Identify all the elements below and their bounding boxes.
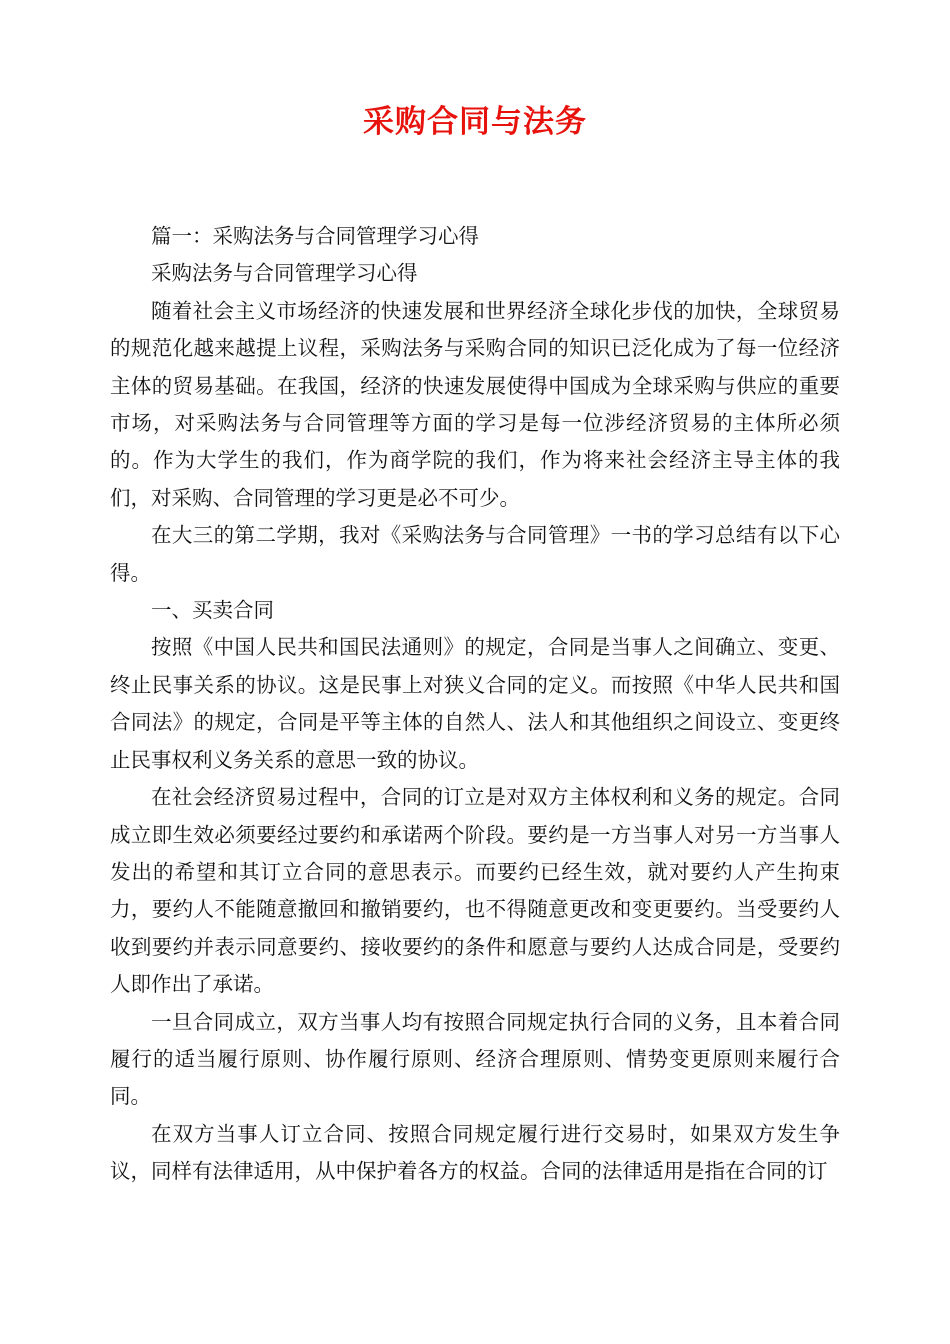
document-body <box>110 218 840 1191</box>
paragraph: 在双方当事人订立合同、按照合同规定履行进行交易时，如果双方发生争议，同样有法律适用，从中保护着各方的权益。合同的法律适用是指在合同的订 <box>110 1121 840 1184</box>
paragraph: 随着社会主义市场经济的快速发展和世界经济全球化步伐的加快，全球贸易的规范化越来越提上议程，采购法务与采购合同的知识已泛化成为了每一位经济主体的贸易基础。在我国，经济的快速发展使得中国成为全球采购与供应的重要市场，对采购法务与合同管理等方面的学习是每一位涉经济贸易的主体所必须的。作为大学生的我们，作为商学院的我们，作为将来社会经济主导主体的我们，对采购、合同管理的学习更是必不可少。 <box>110 298 840 510</box>
document-title: 采购合同与法务 <box>363 104 587 140</box>
paragraph: 在社会经济贸易过程中，合同的订立是对双方主体权利和义务的规定。合同成立即生效必须要经过要约和承诺两个阶段。要约是一方当事人对另一方当事人发出的希望和其订立合同的意思表示。而要约已经生效，就对要约人产生拘束力，要约人不能随意撤回和撤销要约，也不得随意更改和变更要约。当受要约人收到要约并表示同意要约、接收要约的条件和愿意与要约人达成合同是，受要约人即作出了承诺。 <box>110 785 840 997</box>
paragraph: 按照《中国人民共和国民法通则》的规定，合同是当事人之间确立、变更、终止民事关系的协议。这是民事上对狭义合同的定义。而按照《中华人民共和国合同法》的规定，合同是平等主体的自然人、法人和其他组织之间设立、变更终止民事权利义务关系的意思一致的协议。 <box>110 635 840 772</box>
paragraph: 在大三的第二学期，我对《采购法务与合同管理》一书的学习总结有以下心得。 <box>110 523 840 585</box>
paragraph-section-heading: 篇一：采购法务与合同管理学习心得 <box>151 224 479 248</box>
paragraph-heading: 一、买卖合同 <box>151 598 274 623</box>
paragraph: 一旦合同成立，双方当事人均有按照合同规定执行合同的义务，且本着合同履行的适当履行原则、协作履行原则、经济合理原则、情势变更原则来履行合同。 <box>110 1009 840 1109</box>
paragraph-subtitle: 采购法务与合同管理学习心得 <box>151 261 418 286</box>
